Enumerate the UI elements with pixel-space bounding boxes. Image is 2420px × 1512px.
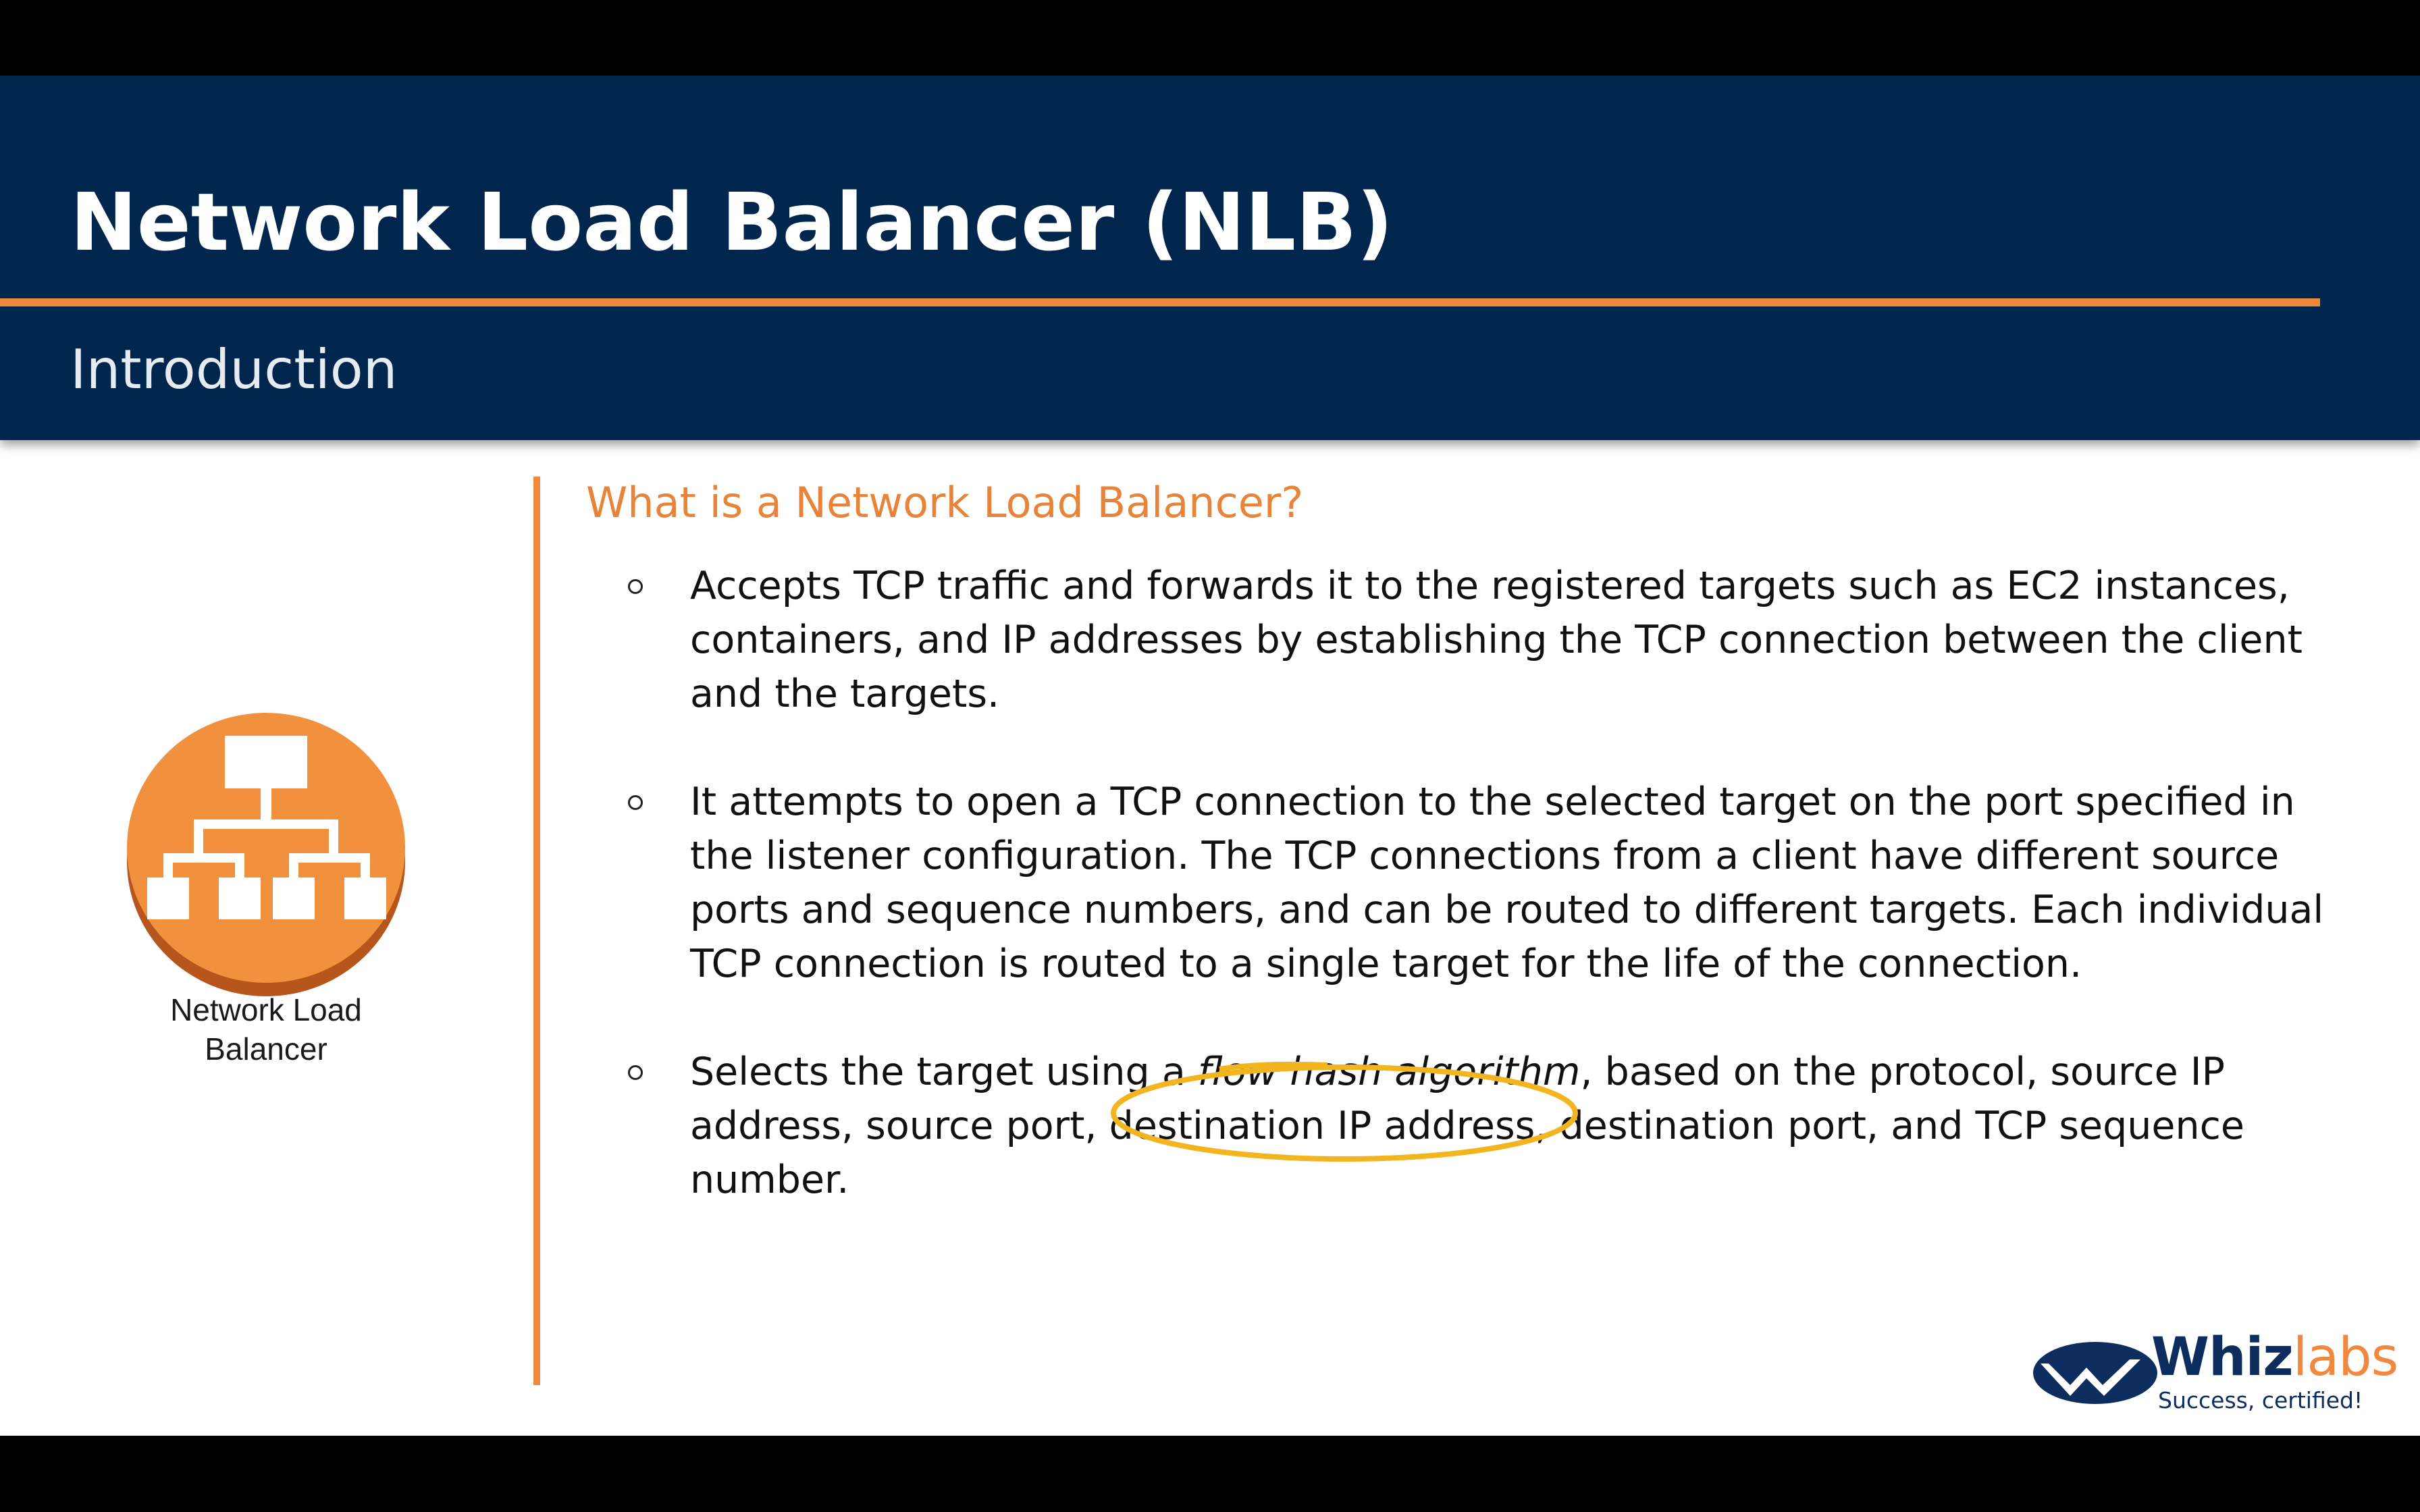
hollow-circle-bullet-icon — [628, 579, 643, 594]
bullet-text-3-before: Selects the target using a — [690, 1050, 1198, 1094]
emphasized-term: flow hash algorithm — [1197, 1050, 1581, 1094]
bullet-item-3 — [628, 1045, 2330, 1207]
vertical-divider — [533, 477, 540, 1385]
whizlabs-logo — [2031, 1327, 2398, 1426]
icon-caption-line-1: Network Load — [170, 992, 362, 1027]
bullet-text-3-after: , based on the protocol, source IP address, source port, destination IP address, destination port, and TCP sequence number. — [690, 1050, 2244, 1202]
slide-header — [0, 76, 2420, 440]
bullet-text-1: Accepts TCP traffic and forwards it to the registered targets such as EC2 instances, containers, and IP addresses by establishing the TCP connection between the client and the targets. — [690, 564, 2303, 716]
bullet-item-1 — [628, 559, 2330, 721]
slide-title: Network Load Balancer (NLB) — [70, 176, 1394, 269]
whizlabs-logo-mark-icon — [2031, 1339, 2159, 1407]
bullet-list — [628, 559, 2330, 1261]
slide-subtitle: Introduction — [70, 338, 398, 401]
icon-caption — [95, 991, 438, 1069]
section-question: What is a Network Load Balancer? — [586, 478, 1304, 527]
title-underline — [0, 298, 2320, 306]
icon-caption-line-2: Balancer — [205, 1031, 327, 1066]
presentation-slide — [0, 76, 2420, 1436]
hollow-circle-bullet-icon — [628, 795, 643, 810]
logo-labs: labs — [2292, 1327, 2398, 1388]
bullet-item-2 — [628, 775, 2330, 991]
network-load-balancer-icon — [127, 710, 405, 996]
logo-tagline: Success, certified! — [2158, 1387, 2363, 1413]
logo-whiz: Whiz — [2151, 1327, 2293, 1388]
hollow-circle-bullet-icon — [628, 1065, 643, 1080]
logo-wordmark — [2151, 1327, 2398, 1388]
bullet-text-2: It attempts to open a TCP connection to the selected target on the port specified in the listener configuration. The TCP connections from a client have different source ports and sequence numbers, and can be routed to different targets. Each individual TCP connection is routed to a single target for the life of the connection. — [690, 780, 2324, 986]
